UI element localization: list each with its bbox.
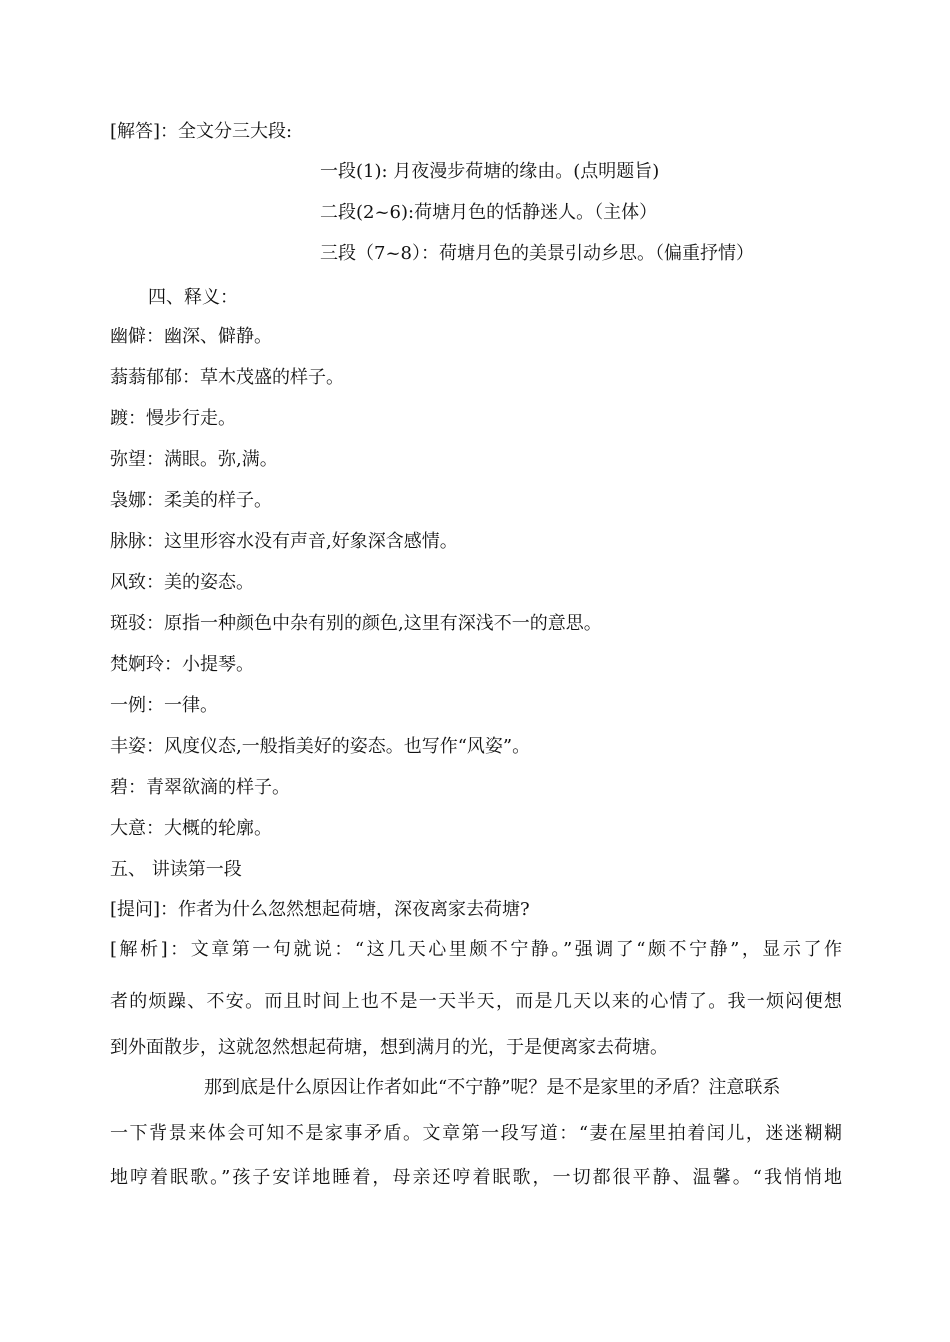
definition-item: 一例：一律。: [110, 695, 218, 716]
question-line: [提问]：作者为什么忽然想起荷塘，深夜离家去荷塘?: [110, 899, 530, 920]
section-4-heading: 四、释义：: [148, 287, 238, 308]
paragraph-line: 那到底是什么原因让作者如此“不宁静”呢？是不是家里的矛盾？注意联系: [204, 1077, 781, 1098]
segment-three: 三段（7~8）：荷塘月色的美景引动乡思。（偏重抒情）: [320, 243, 754, 264]
paragraph-line: 一下背景来体会可知不是家事矛盾。文章第一段写道：“妻在屋里拍着闰儿，迷迷糊糊: [110, 1123, 842, 1144]
answer-label: [解答]：全文分三大段:: [110, 121, 293, 142]
definition-item: 风致：美的姿态。: [110, 572, 254, 593]
analysis-line: 者的烦躁、不安。而且时间上也不是一天半天，而是几天以来的心情了。我一烦闷便想: [110, 991, 842, 1012]
analysis-line: [解析]：文章第一句就说：“这几天心里颇不宁静。”强调了“颇不宁静”，显示了作: [110, 939, 842, 960]
segment-one: 一段(1): 月夜漫步荷塘的缘由。(点明题旨): [320, 161, 660, 182]
definition-item: 大意：大概的轮廓。: [110, 818, 272, 839]
definition-item: 丰姿：风度仪态,一般指美好的姿态。也写作“风姿”。: [110, 736, 531, 757]
definition-item: 脉脉：这里形容水没有声音,好象深含感情。: [110, 531, 458, 552]
segment-two: 二段(2~6):荷塘月色的恬静迷人。（主体）: [320, 202, 658, 223]
definition-item: 蓊蓊郁郁：草木茂盛的样子。: [110, 367, 344, 388]
section-5-heading: 五、 讲读第一段: [110, 859, 242, 880]
definition-item: 斑驳：原指一种颜色中杂有别的颜色,这里有深浅不一的意思。: [110, 613, 602, 634]
definition-item: 弥望：满眼。弥,满。: [110, 449, 278, 470]
analysis-line: 到外面散步，这就忽然想起荷塘，想到满月的光，于是便离家去荷塘。: [110, 1037, 668, 1058]
definition-item: 梵婀玲：小提琴。: [110, 654, 254, 675]
paragraph-line: 地哼着眠歌。”孩子安详地睡着，母亲还哼着眠歌，一切都很平静、温馨。“我悄悄地: [110, 1167, 842, 1188]
definition-item: 袅娜：柔美的样子。: [110, 490, 272, 511]
definition-item: 踱：慢步行走。: [110, 408, 236, 429]
definition-item: 碧：青翠欲滴的样子。: [110, 777, 290, 798]
definition-item: 幽僻：幽深、僻静。: [110, 326, 272, 347]
